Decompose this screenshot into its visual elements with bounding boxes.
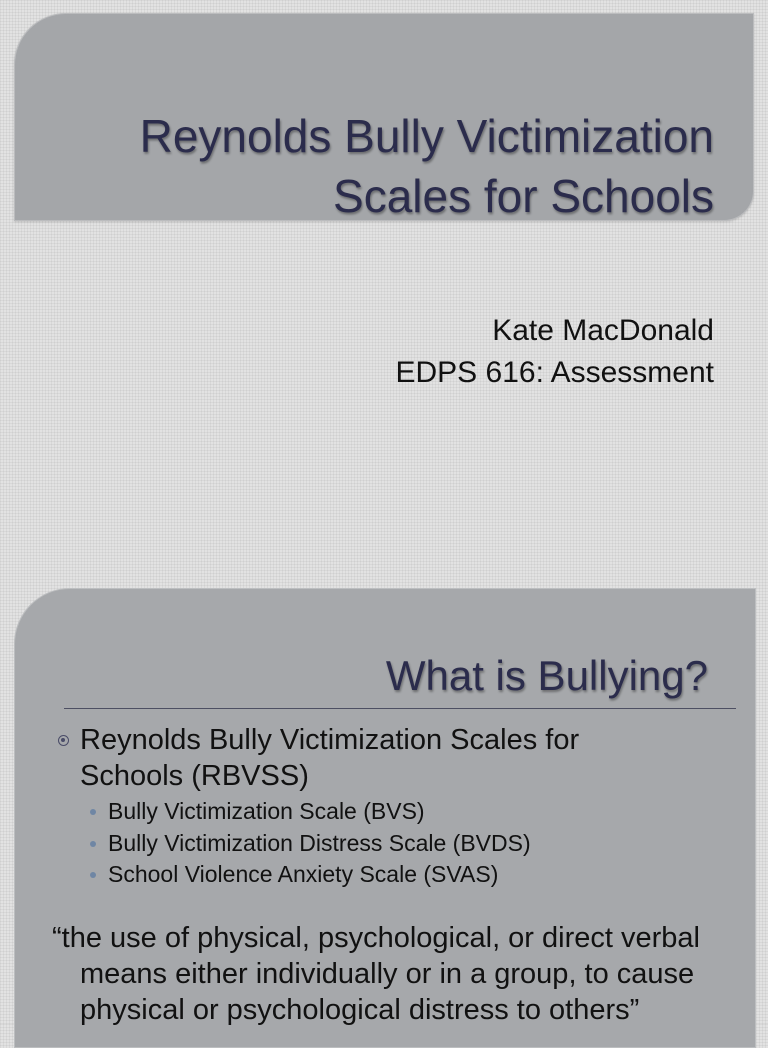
list-item-label: School Violence Anxiety Scale (SVAS)	[108, 861, 499, 887]
bullet-rbvss	[54, 722, 694, 794]
content-panel	[14, 588, 756, 1048]
course-name: EDPS 616: Assessment	[395, 356, 714, 389]
slide-title-heading	[140, 106, 714, 226]
scale-list	[88, 796, 531, 891]
heading-divider	[64, 708, 736, 709]
title-line-1: Reynolds Bully Victimization	[139, 110, 714, 162]
list-item	[88, 796, 531, 828]
list-item	[88, 828, 531, 860]
slide-what-is-bullying	[0, 576, 768, 1024]
list-item	[88, 859, 531, 891]
dot-bullet-icon	[90, 841, 96, 847]
bullet-text	[54, 722, 694, 794]
title-line-2: Scales for Schools	[333, 170, 714, 222]
dot-bullet-icon	[90, 809, 96, 815]
circle-bullet-icon	[58, 735, 69, 746]
author-name: Kate MacDonald	[492, 314, 714, 347]
list-item-label: Bully Victimization Scale (BVS)	[108, 798, 425, 824]
slide-heading: What is Bullying?	[385, 652, 708, 699]
subtitle-block	[396, 310, 715, 394]
bullet-line-2: Schools (RBVSS)	[80, 760, 309, 792]
dot-bullet-icon	[90, 872, 96, 878]
list-item-label: Bully Victimization Distress Scale (BVDS)	[108, 829, 531, 856]
title-banner	[14, 13, 754, 221]
bullet-line-1: Reynolds Bully Victimization Scales for	[80, 724, 580, 756]
bullying-definition-quote: “the use of physical, psychological, or direct verbal means either individually or in a group, to cause physical or psychological distress to others”	[52, 922, 700, 1026]
